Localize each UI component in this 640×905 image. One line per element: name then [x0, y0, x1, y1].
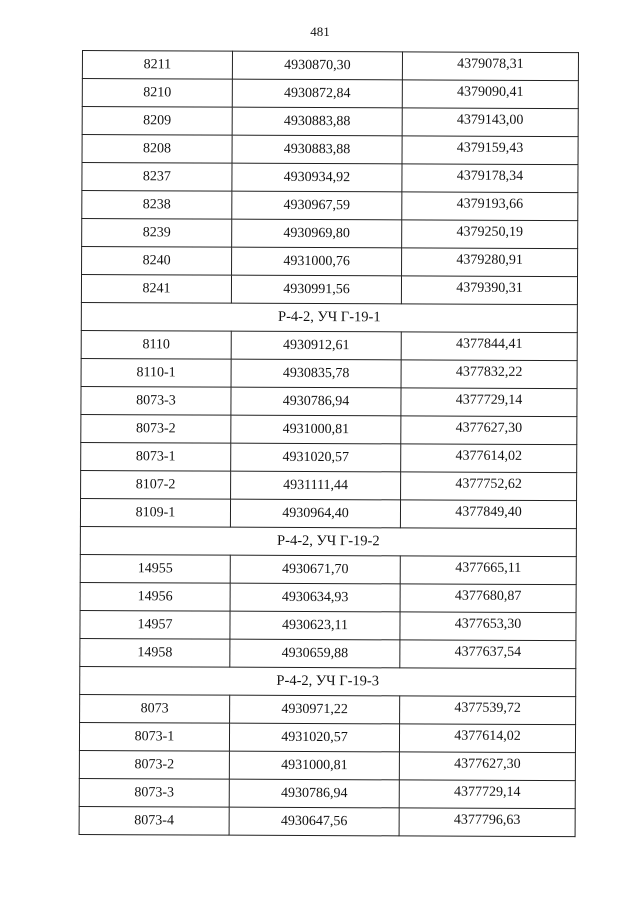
table-row: [79, 778, 575, 808]
x-coordinate-cell: 4930967,59: [232, 191, 402, 220]
point-number-cell: 8073-3: [81, 386, 231, 415]
y-coordinate-cell: 4377614,02: [401, 444, 577, 473]
y-coordinate-cell: 4379390,31: [401, 276, 577, 305]
table-row: [81, 275, 577, 305]
x-coordinate-cell: 4931000,76: [232, 247, 402, 276]
x-coordinate-cell: 4930623,11: [230, 611, 400, 640]
y-coordinate-cell: 4379143,00: [402, 108, 578, 137]
x-coordinate-cell: 4930647,56: [229, 807, 399, 836]
table-row: [81, 470, 577, 500]
table-row: [80, 610, 576, 640]
table-row: [81, 386, 577, 416]
x-coordinate-cell: 4931020,57: [229, 723, 399, 752]
point-number-cell: 8107-2: [81, 470, 231, 499]
point-number-cell: 8073-2: [79, 750, 229, 779]
point-number-cell: 8073-1: [79, 722, 229, 751]
coordinates-table-body: [79, 51, 578, 837]
y-coordinate-cell: 4379250,19: [402, 220, 578, 249]
page-number: 481: [310, 24, 330, 39]
y-coordinate-cell: 4377627,30: [401, 416, 577, 445]
y-coordinate-cell: 4377614,02: [399, 724, 575, 753]
table-row: [81, 358, 577, 388]
table-row: [82, 79, 578, 109]
section-heading: Р-4-2, УЧ Г-19-3: [80, 666, 576, 696]
x-coordinate-cell: 4930912,61: [231, 331, 401, 360]
y-coordinate-cell: 4377539,72: [400, 696, 576, 725]
y-coordinate-cell: 4377752,62: [401, 472, 577, 501]
table-row: [79, 750, 575, 780]
y-coordinate-cell: 4379193,66: [402, 192, 578, 221]
point-number-cell: 8239: [82, 219, 232, 248]
point-number-cell: 8209: [82, 107, 232, 136]
x-coordinate-cell: 4930964,40: [230, 499, 400, 528]
x-coordinate-cell: 4930883,88: [232, 107, 402, 136]
x-coordinate-cell: 4930883,88: [232, 135, 402, 164]
point-number-cell: 8073-3: [79, 778, 229, 807]
point-number-cell: 14958: [80, 638, 230, 667]
section-heading: Р-4-2, УЧ Г-19-1: [81, 302, 577, 332]
x-coordinate-cell: 4931000,81: [231, 415, 401, 444]
section-heading-row: [81, 302, 577, 332]
y-coordinate-cell: 4377796,63: [399, 808, 575, 837]
table-row: [80, 638, 576, 668]
point-number-cell: 8110-1: [81, 358, 231, 387]
table-row: [82, 247, 578, 277]
section-heading: Р-4-2, УЧ Г-19-2: [80, 526, 576, 556]
y-coordinate-cell: 4379178,34: [402, 164, 578, 193]
table-row: [82, 191, 578, 221]
point-number-cell: 8073-2: [81, 414, 231, 443]
y-coordinate-cell: 4377832,22: [401, 360, 577, 389]
point-number-cell: 8109-1: [80, 498, 230, 527]
point-number-cell: 8110: [81, 330, 231, 359]
y-coordinate-cell: 4377665,11: [400, 556, 576, 585]
y-coordinate-cell: 4377729,14: [399, 780, 575, 809]
y-coordinate-cell: 4377653,30: [400, 612, 576, 641]
point-number-cell: 8210: [82, 79, 232, 108]
table-row: [82, 51, 578, 81]
x-coordinate-cell: 4930659,88: [230, 639, 400, 668]
table-row: [80, 582, 576, 612]
y-coordinate-cell: 4379280,91: [402, 248, 578, 277]
x-coordinate-cell: 4930870,30: [232, 51, 402, 80]
table-row: [81, 442, 577, 472]
table-row: [79, 806, 575, 836]
table-row: [82, 219, 578, 249]
point-number-cell: 8238: [82, 191, 232, 220]
table-row: [82, 107, 578, 137]
x-coordinate-cell: 4930786,94: [231, 387, 401, 416]
point-number-cell: 14957: [80, 610, 230, 639]
x-coordinate-cell: 4930835,78: [231, 359, 401, 388]
y-coordinate-cell: 4377729,14: [401, 388, 577, 417]
y-coordinate-cell: 4377849,40: [400, 500, 576, 529]
y-coordinate-cell: 4377627,30: [399, 752, 575, 781]
table-row: [82, 135, 578, 165]
x-coordinate-cell: 4930671,70: [230, 555, 400, 584]
x-coordinate-cell: 4930969,80: [232, 219, 402, 248]
y-coordinate-cell: 4377637,54: [400, 640, 576, 669]
y-coordinate-cell: 4379090,41: [402, 80, 578, 109]
section-heading-row: [80, 526, 576, 556]
x-coordinate-cell: 4930934,92: [232, 163, 402, 192]
y-coordinate-cell: 4379078,31: [402, 52, 578, 81]
point-number-cell: 8211: [82, 51, 232, 80]
table-row: [80, 694, 576, 724]
x-coordinate-cell: 4930872,84: [232, 79, 402, 108]
point-number-cell: 14955: [80, 554, 230, 583]
point-number-cell: 8240: [82, 247, 232, 276]
y-coordinate-cell: 4377680,87: [400, 584, 576, 613]
point-number-cell: 8073: [80, 694, 230, 723]
x-coordinate-cell: 4931111,44: [231, 471, 401, 500]
table-row: [82, 163, 578, 193]
point-number-cell: 14956: [80, 582, 230, 611]
x-coordinate-cell: 4930991,56: [231, 275, 401, 304]
table-row: [81, 330, 577, 360]
y-coordinate-cell: 4379159,43: [402, 136, 578, 165]
point-number-cell: 8208: [82, 135, 232, 164]
point-number-cell: 8073-4: [79, 806, 229, 835]
x-coordinate-cell: 4930786,94: [229, 779, 399, 808]
point-number-cell: 8237: [82, 163, 232, 192]
section-heading-row: [80, 666, 576, 696]
y-coordinate-cell: 4377844,41: [401, 332, 577, 361]
point-number-cell: 8073-1: [81, 442, 231, 471]
table-row: [80, 554, 576, 584]
table-row: [81, 414, 577, 444]
table-row: [80, 498, 576, 528]
table-row: [79, 722, 575, 752]
x-coordinate-cell: 4930634,93: [230, 583, 400, 612]
x-coordinate-cell: 4930971,22: [230, 695, 400, 724]
x-coordinate-cell: 4931020,57: [231, 443, 401, 472]
coordinates-table: [79, 50, 579, 837]
x-coordinate-cell: 4931000,81: [229, 751, 399, 780]
point-number-cell: 8241: [81, 275, 231, 304]
